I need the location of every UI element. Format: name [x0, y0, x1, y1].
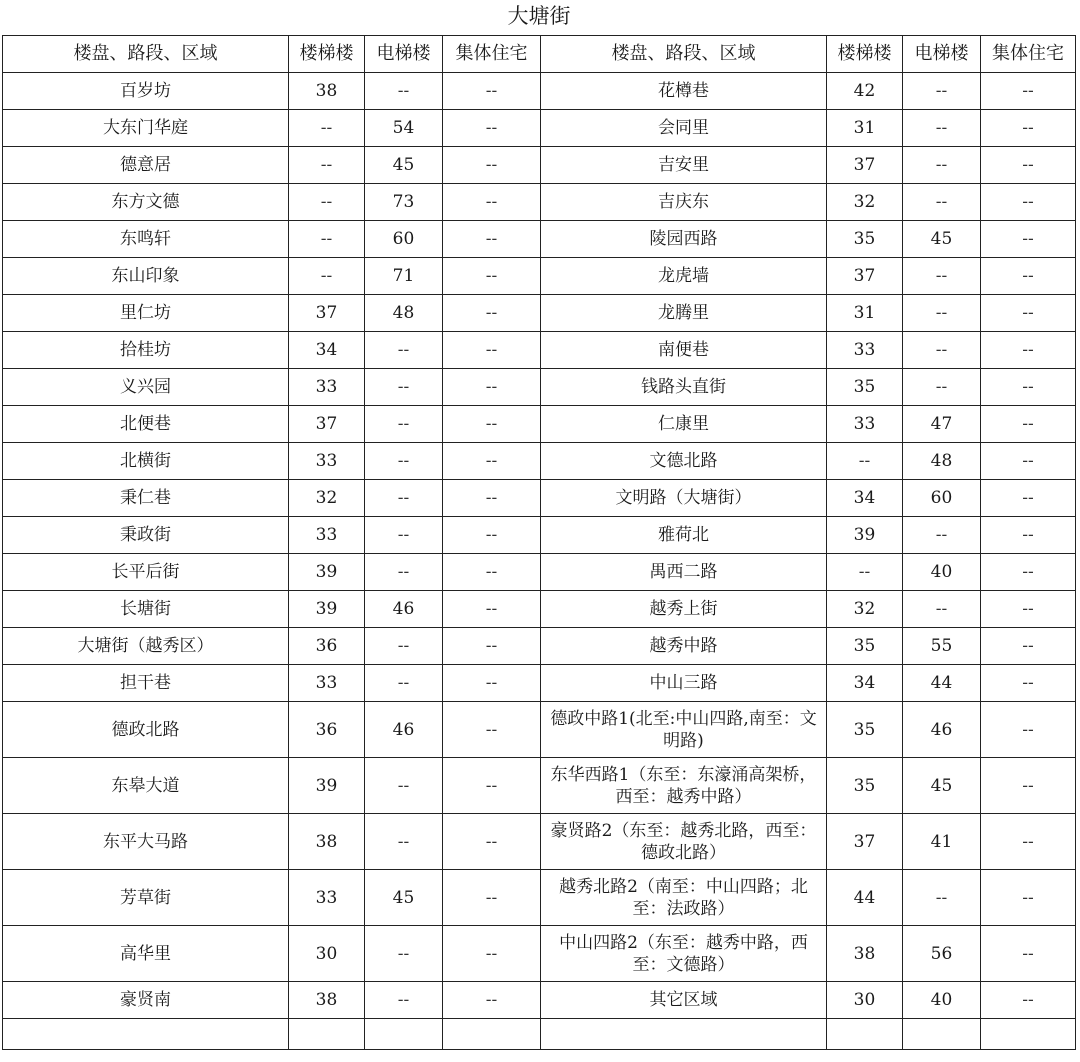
cell-name-left: 长塘街 [3, 591, 289, 628]
cell-collective-left: -- [443, 591, 541, 628]
cell-elevator-right: -- [903, 184, 981, 221]
cell-name-right: 龙腾里 [541, 295, 827, 332]
cell-elevator-right: 44 [903, 665, 981, 702]
cell-collective-left: -- [443, 480, 541, 517]
cell-collective-left: -- [443, 221, 541, 258]
table-row [3, 982, 1076, 1019]
cell-collective-right: -- [981, 73, 1076, 110]
cell-stair-right: 32 [827, 591, 903, 628]
cell-name-right: 仁康里 [541, 406, 827, 443]
cell-name-right: 越秀中路 [541, 628, 827, 665]
col-header-elevator-left: 电梯楼 [365, 36, 443, 73]
cell-elevator-right: -- [903, 258, 981, 295]
table-title: 大塘街 [3, 0, 1076, 36]
cell-name-left: 秉仁巷 [3, 480, 289, 517]
cell-stair-right: -- [827, 443, 903, 480]
cell-stair-right: 38 [827, 926, 903, 982]
cell-name-right: 雅荷北 [541, 517, 827, 554]
price-table [2, 0, 1076, 1050]
cell-stair-right: 31 [827, 110, 903, 147]
cell-name-right: 其它区域 [541, 982, 827, 1019]
table-row [3, 295, 1076, 332]
cell-collective-right: -- [981, 295, 1076, 332]
cell-collective-left: -- [443, 258, 541, 295]
cell-name-right: 吉庆东 [541, 184, 827, 221]
cell-name-left: 大塘街（越秀区） [3, 628, 289, 665]
cell-name-left: 东方文德 [3, 184, 289, 221]
cell-stair-right: 33 [827, 406, 903, 443]
empty-cell [903, 1019, 981, 1050]
cell-stair-left: 33 [289, 665, 365, 702]
cell-name-right: 吉安里 [541, 147, 827, 184]
header-row [3, 36, 1076, 73]
empty-cell [289, 1019, 365, 1050]
table-row [3, 870, 1076, 926]
cell-name-right: 越秀上街 [541, 591, 827, 628]
cell-elevator-left: -- [365, 628, 443, 665]
cell-name-right: 中山四路2（东至：越秀中路，西至：文德路） [541, 926, 827, 982]
empty-cell [443, 1019, 541, 1050]
cell-name-right: 文德北路 [541, 443, 827, 480]
cell-elevator-right: 48 [903, 443, 981, 480]
table-row [3, 406, 1076, 443]
cell-stair-left: 34 [289, 332, 365, 369]
cell-collective-left: -- [443, 926, 541, 982]
cell-elevator-right: 56 [903, 926, 981, 982]
cell-stair-left: 38 [289, 814, 365, 870]
cell-elevator-left: -- [365, 814, 443, 870]
cell-name-left: 拾桂坊 [3, 332, 289, 369]
cell-elevator-right: -- [903, 591, 981, 628]
cell-name-right: 豪贤路2（东至：越秀北路，西至：德政北路） [541, 814, 827, 870]
cell-stair-right: 35 [827, 702, 903, 758]
empty-cell [981, 1019, 1076, 1050]
cell-stair-right: 37 [827, 258, 903, 295]
cell-elevator-right: 40 [903, 554, 981, 591]
cell-collective-right: -- [981, 591, 1076, 628]
cell-collective-left: -- [443, 870, 541, 926]
cell-collective-left: -- [443, 295, 541, 332]
table-row [3, 554, 1076, 591]
cell-elevator-right: 46 [903, 702, 981, 758]
cell-elevator-left: -- [365, 982, 443, 1019]
table-row [3, 758, 1076, 814]
cell-collective-left: -- [443, 369, 541, 406]
cell-name-right: 花樽巷 [541, 73, 827, 110]
cell-name-right: 会同里 [541, 110, 827, 147]
cell-elevator-left: 48 [365, 295, 443, 332]
cell-elevator-right: 47 [903, 406, 981, 443]
cell-elevator-left: 45 [365, 870, 443, 926]
cell-stair-right: 35 [827, 758, 903, 814]
table-row [3, 184, 1076, 221]
cell-stair-right: -- [827, 554, 903, 591]
cell-collective-right: -- [981, 758, 1076, 814]
cell-elevator-left: -- [365, 406, 443, 443]
cell-name-left: 义兴园 [3, 369, 289, 406]
cell-elevator-left: 46 [365, 591, 443, 628]
col-header-name-right: 楼盘、路段、区域 [541, 36, 827, 73]
cell-elevator-left: 71 [365, 258, 443, 295]
table-row [3, 221, 1076, 258]
cell-stair-right: 33 [827, 332, 903, 369]
cell-name-left: 芳草街 [3, 870, 289, 926]
cell-stair-left: 38 [289, 73, 365, 110]
cell-name-right: 越秀北路2（南至：中山四路；北至：法政路） [541, 870, 827, 926]
table-row [3, 517, 1076, 554]
cell-stair-right: 35 [827, 369, 903, 406]
cell-name-right: 钱路头直街 [541, 369, 827, 406]
table-row-partial [3, 1019, 1076, 1050]
cell-collective-left: -- [443, 406, 541, 443]
cell-name-left: 德政北路 [3, 702, 289, 758]
cell-collective-right: -- [981, 221, 1076, 258]
cell-name-left: 东皋大道 [3, 758, 289, 814]
cell-collective-right: -- [981, 258, 1076, 295]
cell-name-left: 东山印象 [3, 258, 289, 295]
cell-collective-right: -- [981, 628, 1076, 665]
cell-stair-left: 37 [289, 406, 365, 443]
cell-collective-right: -- [981, 517, 1076, 554]
table-row [3, 926, 1076, 982]
cell-elevator-left: -- [365, 480, 443, 517]
cell-stair-right: 32 [827, 184, 903, 221]
table-row [3, 591, 1076, 628]
cell-stair-right: 31 [827, 295, 903, 332]
cell-elevator-right: -- [903, 517, 981, 554]
cell-elevator-right: -- [903, 110, 981, 147]
cell-stair-right: 37 [827, 147, 903, 184]
cell-name-right: 龙虎墙 [541, 258, 827, 295]
cell-collective-left: -- [443, 332, 541, 369]
cell-collective-right: -- [981, 110, 1076, 147]
table-row [3, 73, 1076, 110]
cell-collective-right: -- [981, 702, 1076, 758]
cell-stair-left: 30 [289, 926, 365, 982]
table-row [3, 332, 1076, 369]
cell-collective-right: -- [981, 926, 1076, 982]
cell-collective-left: -- [443, 73, 541, 110]
table-row [3, 628, 1076, 665]
cell-stair-right: 34 [827, 665, 903, 702]
cell-elevator-left: 45 [365, 147, 443, 184]
table-row [3, 258, 1076, 295]
cell-name-right: 陵园西路 [541, 221, 827, 258]
col-header-stair-left: 楼梯楼 [289, 36, 365, 73]
cell-elevator-left: -- [365, 926, 443, 982]
cell-collective-right: -- [981, 147, 1076, 184]
cell-elevator-left: 73 [365, 184, 443, 221]
cell-name-left: 百岁坊 [3, 73, 289, 110]
cell-stair-right: 42 [827, 73, 903, 110]
cell-name-left: 秉政街 [3, 517, 289, 554]
cell-name-left: 东鸣轩 [3, 221, 289, 258]
cell-name-right: 文明路（大塘街） [541, 480, 827, 517]
cell-name-left: 里仁坊 [3, 295, 289, 332]
table-body [3, 73, 1076, 1050]
cell-stair-right: 39 [827, 517, 903, 554]
cell-elevator-left: -- [365, 665, 443, 702]
cell-elevator-left: 46 [365, 702, 443, 758]
cell-collective-right: -- [981, 332, 1076, 369]
cell-elevator-right: 45 [903, 221, 981, 258]
cell-stair-right: 37 [827, 814, 903, 870]
cell-stair-left: 33 [289, 870, 365, 926]
col-header-elevator-right: 电梯楼 [903, 36, 981, 73]
cell-name-left: 北便巷 [3, 406, 289, 443]
cell-collective-left: -- [443, 702, 541, 758]
col-header-collective-left: 集体住宅 [443, 36, 541, 73]
cell-elevator-right: 41 [903, 814, 981, 870]
cell-collective-right: -- [981, 369, 1076, 406]
cell-stair-right: 30 [827, 982, 903, 1019]
cell-collective-left: -- [443, 184, 541, 221]
cell-collective-right: -- [981, 443, 1076, 480]
cell-stair-left: -- [289, 221, 365, 258]
cell-stair-left: 36 [289, 628, 365, 665]
cell-collective-right: -- [981, 184, 1076, 221]
table-row [3, 369, 1076, 406]
cell-elevator-right: -- [903, 147, 981, 184]
cell-collective-right: -- [981, 665, 1076, 702]
empty-cell [365, 1019, 443, 1050]
cell-stair-right: 44 [827, 870, 903, 926]
cell-name-left: 东平大马路 [3, 814, 289, 870]
cell-collective-left: -- [443, 665, 541, 702]
table-row [3, 110, 1076, 147]
cell-collective-left: -- [443, 814, 541, 870]
col-header-name-left: 楼盘、路段、区域 [3, 36, 289, 73]
table-row [3, 702, 1076, 758]
cell-name-right: 禺西二路 [541, 554, 827, 591]
cell-elevator-left: -- [365, 73, 443, 110]
cell-stair-left: 36 [289, 702, 365, 758]
cell-elevator-right: -- [903, 295, 981, 332]
cell-name-left: 担干巷 [3, 665, 289, 702]
cell-collective-left: -- [443, 554, 541, 591]
cell-stair-left: 32 [289, 480, 365, 517]
cell-stair-right: 34 [827, 480, 903, 517]
cell-elevator-right: -- [903, 332, 981, 369]
cell-name-right: 东华西路1（东至：东濠涌高架桥，西至：越秀中路） [541, 758, 827, 814]
cell-elevator-left: -- [365, 517, 443, 554]
cell-elevator-left: 54 [365, 110, 443, 147]
cell-stair-left: 33 [289, 517, 365, 554]
cell-name-right: 南便巷 [541, 332, 827, 369]
cell-name-left: 高华里 [3, 926, 289, 982]
table-row [3, 814, 1076, 870]
cell-elevator-left: -- [365, 554, 443, 591]
cell-stair-left: -- [289, 147, 365, 184]
cell-stair-left: 38 [289, 982, 365, 1019]
cell-name-left: 长平后街 [3, 554, 289, 591]
cell-name-left: 德意居 [3, 147, 289, 184]
cell-stair-left: -- [289, 184, 365, 221]
cell-stair-left: 37 [289, 295, 365, 332]
table-row [3, 665, 1076, 702]
cell-elevator-left: 60 [365, 221, 443, 258]
cell-stair-left: 33 [289, 369, 365, 406]
cell-collective-left: -- [443, 147, 541, 184]
cell-stair-left: 39 [289, 758, 365, 814]
cell-collective-right: -- [981, 814, 1076, 870]
cell-elevator-right: -- [903, 73, 981, 110]
cell-elevator-right: -- [903, 369, 981, 406]
table-row [3, 147, 1076, 184]
cell-collective-right: -- [981, 480, 1076, 517]
cell-collective-left: -- [443, 628, 541, 665]
cell-stair-left: 39 [289, 591, 365, 628]
cell-name-right: 中山三路 [541, 665, 827, 702]
cell-elevator-right: 60 [903, 480, 981, 517]
cell-elevator-right: 55 [903, 628, 981, 665]
cell-name-left: 大东门华庭 [3, 110, 289, 147]
cell-stair-left: 33 [289, 443, 365, 480]
cell-collective-right: -- [981, 406, 1076, 443]
col-header-collective-right: 集体住宅 [981, 36, 1076, 73]
empty-cell [541, 1019, 827, 1050]
cell-elevator-left: -- [365, 369, 443, 406]
cell-elevator-right: 45 [903, 758, 981, 814]
cell-collective-left: -- [443, 517, 541, 554]
cell-stair-right: 35 [827, 221, 903, 258]
cell-name-left: 豪贤南 [3, 982, 289, 1019]
cell-collective-left: -- [443, 758, 541, 814]
table-row [3, 443, 1076, 480]
cell-collective-left: -- [443, 982, 541, 1019]
empty-cell [3, 1019, 289, 1050]
cell-stair-left: 39 [289, 554, 365, 591]
cell-elevator-left: -- [365, 443, 443, 480]
cell-collective-right: -- [981, 870, 1076, 926]
cell-elevator-right: 40 [903, 982, 981, 1019]
cell-stair-left: -- [289, 110, 365, 147]
cell-name-right: 德政中路1(北至:中山四路,南至：文明路) [541, 702, 827, 758]
table-row [3, 480, 1076, 517]
cell-elevator-left: -- [365, 758, 443, 814]
cell-elevator-left: -- [365, 332, 443, 369]
cell-collective-left: -- [443, 110, 541, 147]
cell-stair-left: -- [289, 258, 365, 295]
empty-cell [827, 1019, 903, 1050]
cell-collective-right: -- [981, 982, 1076, 1019]
cell-name-left: 北横街 [3, 443, 289, 480]
cell-stair-right: 35 [827, 628, 903, 665]
cell-collective-right: -- [981, 554, 1076, 591]
cell-collective-left: -- [443, 443, 541, 480]
cell-elevator-right: -- [903, 870, 981, 926]
col-header-stair-right: 楼梯楼 [827, 36, 903, 73]
